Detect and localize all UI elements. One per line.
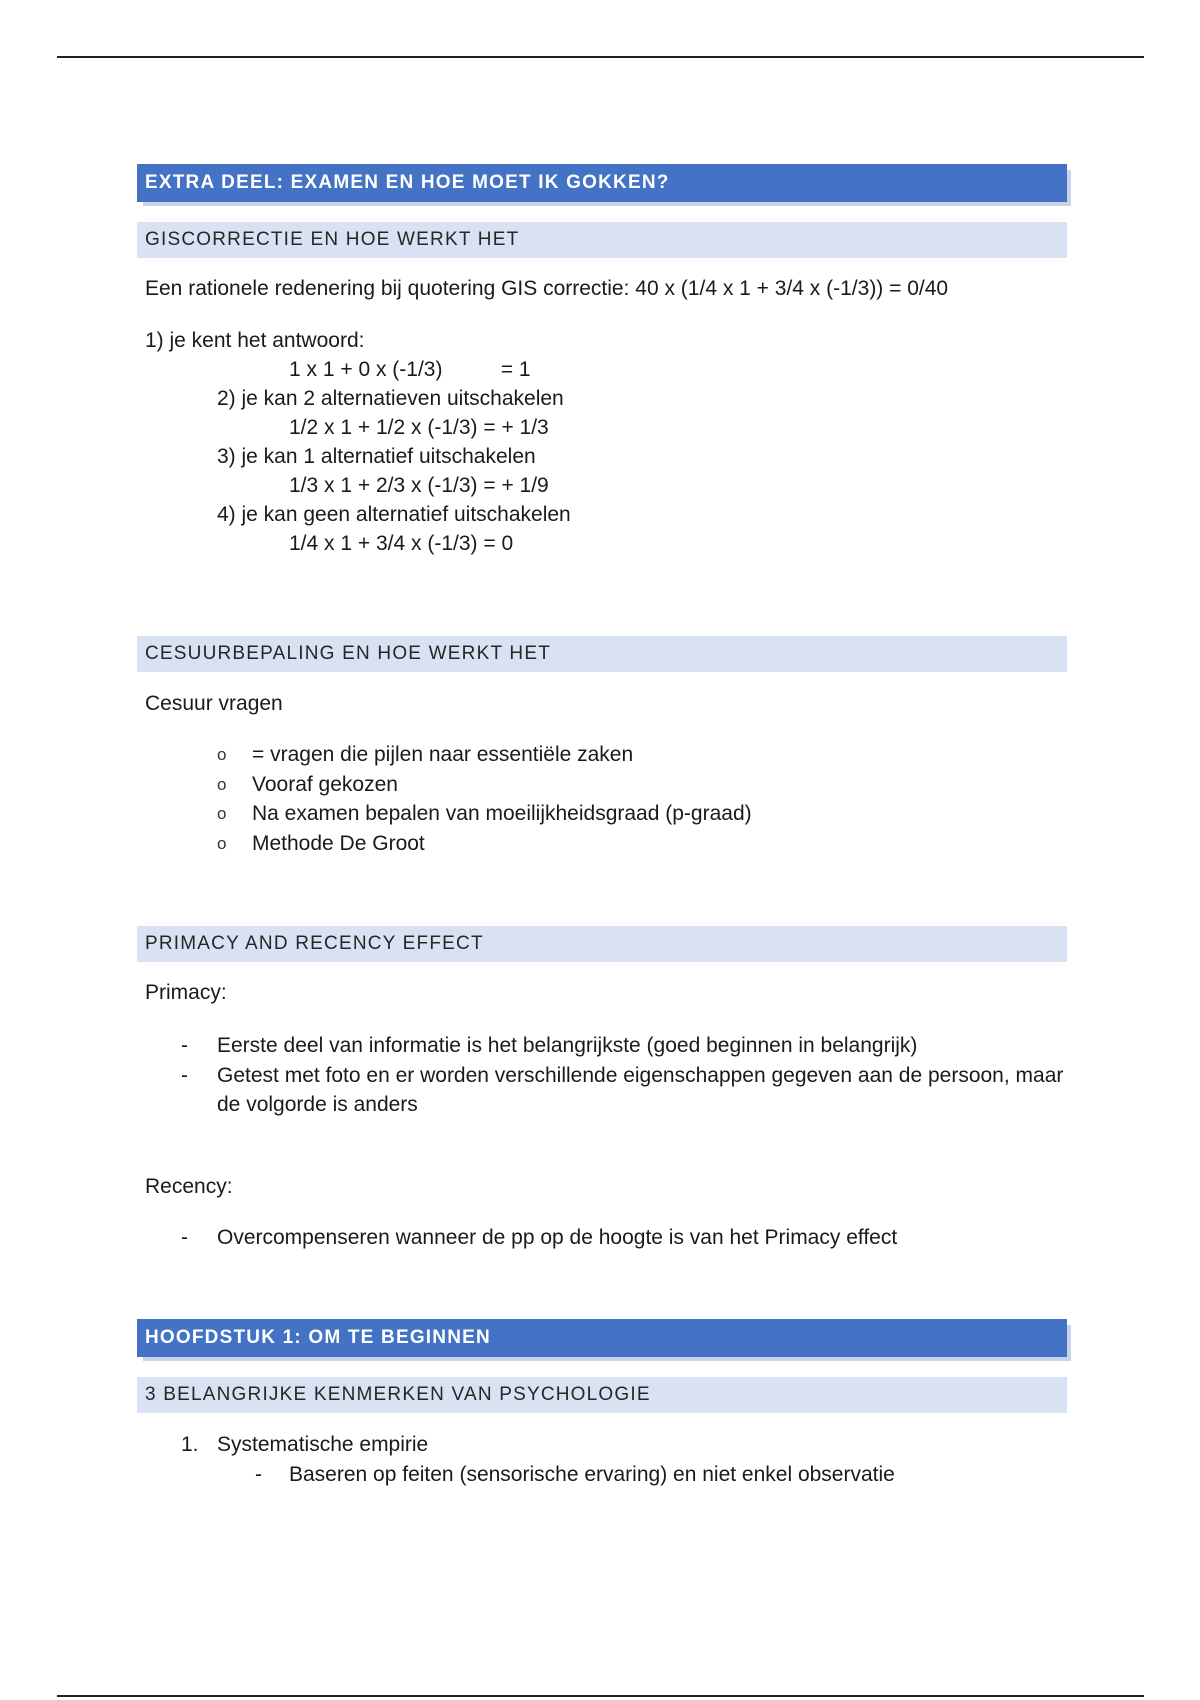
primacy-list bbox=[137, 1031, 1067, 1120]
list-item: o Methode De Groot bbox=[137, 829, 1067, 859]
dash-bullet-icon: - bbox=[181, 1034, 188, 1057]
recency-list bbox=[137, 1223, 1067, 1253]
cesuur-list bbox=[137, 740, 1067, 858]
dash-bullet-icon: - bbox=[255, 1462, 262, 1486]
list-item: o Vooraf gekozen bbox=[137, 770, 1067, 800]
list-number: 1. bbox=[181, 1433, 199, 1456]
heading-extra-deel: EXTRA DEEL: EXAMEN EN HOE MOET IK GOKKEN? bbox=[137, 164, 1067, 202]
heading-kenmerken: 3 BELANGRIJKE KENMERKEN VAN PSYCHOLOGIE bbox=[137, 1377, 1067, 1413]
heading-primacy-recency: PRIMACY AND RECENCY EFFECT bbox=[137, 926, 1067, 962]
primacy-label: Primacy: bbox=[145, 981, 227, 1004]
list-item: 1. Systematische empirie bbox=[137, 1430, 1067, 1460]
list-item: - Overcompenseren wanneer de pp op de hoogte is van het Primacy effect bbox=[137, 1223, 1067, 1253]
heading-giscorrectie: GISCORRECTIE EN HOE WERKT HET bbox=[137, 222, 1067, 258]
circle-bullet-icon: o bbox=[217, 804, 227, 823]
list-item: - Baseren op feiten (sensorische ervaring) en niet enkel observatie bbox=[137, 1460, 1067, 1490]
list-item: - Eerste deel van informatie is het belangrijkste (goed beginnen in belangrijk) bbox=[137, 1031, 1067, 1061]
list-item: - Getest met foto en er worden verschillende eigenschappen gegeven aan de persoon, maar de volgorde is anders bbox=[137, 1061, 1067, 1120]
gis-item-formula: 1/3 x 1 + 2/3 x (-1/3) = + 1/9 bbox=[289, 474, 549, 497]
gis-item-formula: 1 x 1 + 0 x (-1/3) = 1 bbox=[289, 358, 531, 381]
kenmerken-list bbox=[137, 1430, 1067, 1460]
top-rule bbox=[57, 56, 1144, 58]
circle-bullet-icon: o bbox=[217, 745, 227, 764]
gis-item-label: 4) je kan geen alternatief uitschakelen bbox=[217, 503, 571, 526]
cesuur-intro: Cesuur vragen bbox=[145, 692, 283, 715]
gis-item-formula: 1/2 x 1 + 1/2 x (-1/3) = + 1/3 bbox=[289, 416, 549, 439]
document-body bbox=[137, 164, 1067, 1489]
list-item: o = vragen die pijlen naar essentiële zaken bbox=[137, 740, 1067, 770]
gis-item-label: 3) je kan 1 alternatief uitschakelen bbox=[217, 445, 536, 468]
heading-hoofdstuk-1: HOOFDSTUK 1: OM TE BEGINNEN bbox=[137, 1319, 1067, 1357]
dash-bullet-icon: - bbox=[181, 1225, 188, 1249]
list-item: o Na examen bepalen van moeilijkheidsgraad (p-graad) bbox=[137, 799, 1067, 829]
dash-bullet-icon: - bbox=[181, 1063, 188, 1087]
circle-bullet-icon: o bbox=[217, 774, 227, 794]
circle-bullet-icon: o bbox=[217, 833, 227, 853]
gis-item-label: 2) je kan 2 alternatieven uitschakelen bbox=[217, 387, 564, 410]
kenmerken-sublist bbox=[137, 1460, 1067, 1490]
heading-cesuurbepaling: CESUURBEPALING EN HOE WERKT HET bbox=[137, 636, 1067, 672]
gis-item-formula: 1/4 x 1 + 3/4 x (-1/3) = 0 bbox=[289, 532, 514, 555]
gis-intro: Een rationele redenering bij quotering GIS correctie: 40 x (1/4 x 1 + 3/4 x (-1/3)) = 0/40 bbox=[145, 277, 949, 300]
bottom-rule bbox=[57, 1695, 1144, 1697]
recency-label: Recency: bbox=[145, 1174, 233, 1198]
gis-list bbox=[137, 326, 1067, 558]
gis-item-label: 1) je kent het antwoord: bbox=[145, 329, 365, 352]
